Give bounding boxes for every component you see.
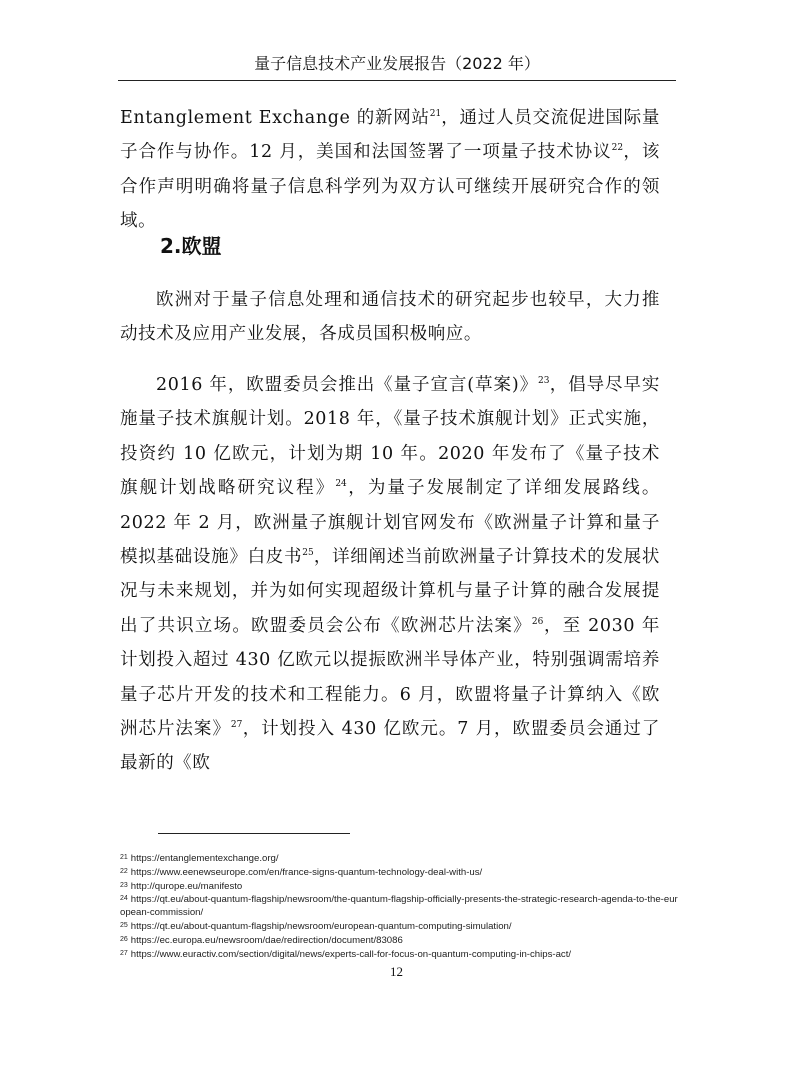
section-heading: 2.欧盟 xyxy=(160,234,222,258)
header-divider xyxy=(118,80,676,81)
footnote-link[interactable]: https://qt.eu/about-quantum-flagship/newsroom/european-quantum-computing-simulation/ xyxy=(130,920,512,932)
paragraph-text: 2016 年，欧盟委员会推出《量子宣言(草案)》 xyxy=(156,375,539,395)
footnote xyxy=(120,866,680,880)
footnote-number: 22 xyxy=(120,867,128,875)
footnote xyxy=(120,893,680,920)
footnote-number: 24 xyxy=(120,895,128,903)
paragraph-text: ，倡导尽早实施量子技术旗舰计划。2018 年，《量子技术旗舰计划》正式实施，投资约 10 亿欧元，计划为期 10 年。2020 年发布了《量子技术旗舰计划战略研究议程》 xyxy=(120,375,660,499)
paragraph-text: ，该合作声明明确将量子信息科学列为双方认可继续开展研究合作的领域。 xyxy=(120,142,660,232)
footnote-divider xyxy=(158,833,350,834)
paragraph-text: ，详细阐述当前欧洲量子计算技术的发展状况与未来规划，并为如何实现超级计算机与量子计算的融合发展提出了共识立场。欧盟委员会公布《欧洲芯片法案》 xyxy=(120,547,661,636)
paragraph-eu-policy xyxy=(120,368,660,781)
paragraph-text: ，至 2030 年计划投入超过 430 亿欧元以提振欧洲半导体产业，特别强调需培养量子芯片开发的技术和工程能力。6 月，欧盟将量子计算纳入《欧洲芯片法案》 xyxy=(120,615,660,740)
paragraph-text: ，通过人员交流促进国际量子合作与协作。12 月，美国和法国签署了一项量子技术协议 xyxy=(120,108,660,163)
paragraph-text: ，计划投入 430 亿欧元。7 月，欧盟委员会通过了最新的《欧 xyxy=(120,719,660,774)
footnote xyxy=(120,880,680,894)
running-header: 量子信息技术产业发展报告（2022 年） xyxy=(254,54,540,73)
footnote-link[interactable]: https://qt.eu/about-quantum-flagship/newsroom/the-quantum-flagship-officially-presents-the-strategic-research-agenda-to-the-european-commission/ xyxy=(120,894,678,919)
paragraph-text: ，为量子发展制定了详细发展路线。2022 年 2 月，欧洲量子旗舰计划官网发布《欧洲量子计算和量子模拟基础设施》白皮书 xyxy=(120,478,660,568)
footnote-ref-26[interactable]: 26 xyxy=(531,616,544,627)
footnote-number: 23 xyxy=(120,881,128,889)
footnote-link[interactable]: https://www.eenewseurope.com/en/france-signs-quantum-technology-deal-with-us/ xyxy=(130,866,483,878)
footnote-ref-25[interactable]: 25 xyxy=(302,548,314,559)
footnote xyxy=(120,934,680,948)
footnote xyxy=(120,852,680,866)
paragraph-text: Entanglement Exchange 的新网站 xyxy=(120,108,430,128)
footnote-ref-27[interactable]: 27 xyxy=(230,720,243,731)
footnote-number: 27 xyxy=(120,949,128,957)
footnote-number: 26 xyxy=(120,935,128,943)
footnote-ref-21[interactable]: 21 xyxy=(429,109,442,119)
footnote xyxy=(120,920,680,934)
paragraph-text: 欧洲对于量子信息处理和通信技术的研究起步也较早，大力推动技术及应用产业发展，各成员国积极响应。 xyxy=(120,290,660,345)
paragraph-eu-intro xyxy=(120,283,660,352)
footnote-link[interactable]: https://entanglementexchange.org/ xyxy=(130,853,279,864)
footnote-ref-22[interactable]: 22 xyxy=(611,143,624,154)
footnote-ref-24[interactable]: 24 xyxy=(335,479,347,490)
footnote-link[interactable]: https://www.euractiv.com/section/digital/news/experts-call-for-focus-on-quantum-computing-in-chips-act/ xyxy=(130,948,572,960)
page-number: 12 xyxy=(390,964,403,979)
footnote xyxy=(120,948,680,962)
footnote-ref-23[interactable]: 23 xyxy=(538,376,550,386)
paragraph-us-cooperation xyxy=(120,101,660,239)
footnotes xyxy=(120,852,680,961)
footnote-link[interactable]: https://ec.europa.eu/newsroom/dae/redirection/document/83086 xyxy=(130,934,403,946)
footnote-number: 25 xyxy=(120,921,128,929)
footnote-link[interactable]: http://qurope.eu/manifesto xyxy=(130,880,243,892)
footnote-number: 21 xyxy=(120,854,128,861)
